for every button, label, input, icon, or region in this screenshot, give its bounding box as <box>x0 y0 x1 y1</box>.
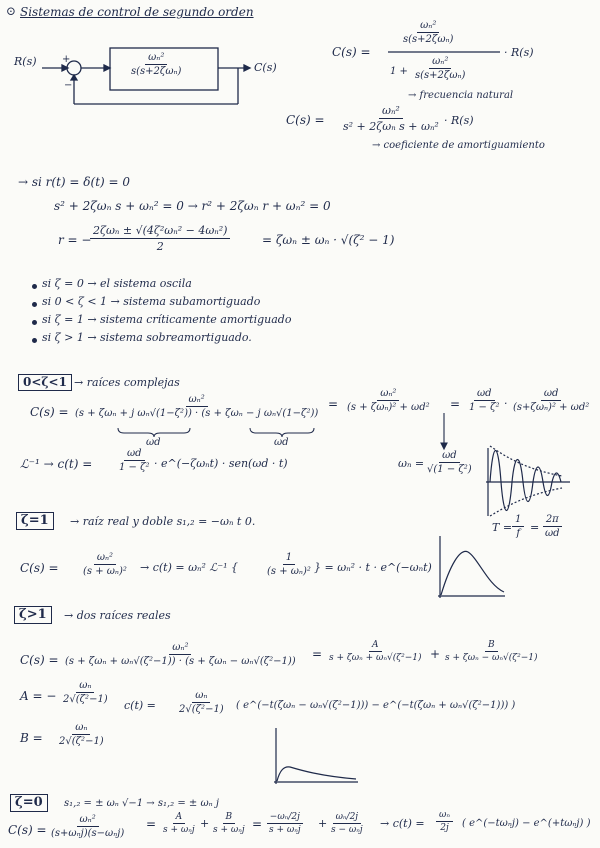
closed-loop-lhs: C(s) = <box>332 45 371 59</box>
B-frac <box>56 722 107 747</box>
page-title: Sistemas de control de segundo orden <box>20 5 254 19</box>
undamped-lhs: C(s) = <box>8 823 47 837</box>
ud-frac-4 <box>510 388 592 413</box>
block-tf-den: s(s+2ζωₙ) <box>131 66 182 77</box>
unct-den: 2j <box>440 823 449 833</box>
overdamped-b-frac <box>442 640 541 663</box>
ud-laplace: ℒ⁻¹ → c(t) = <box>20 457 93 471</box>
cl2-num: ωₙ² <box>379 104 403 119</box>
note-natural-frequency: → frecuencia natural <box>408 90 514 101</box>
ud3-den: 1 − ζ² <box>469 402 500 413</box>
p1-num: 1 <box>512 514 524 527</box>
ud4-den: (s+ζωₙ)² + ωd² <box>513 402 590 413</box>
roots-num: 2ζωₙ ± √(4ζ²ωₙ² − 4ωₙ²) <box>90 224 230 239</box>
ud-den: (s + ζωₙ + j ωₙ√(1−ζ²)) · (s + ζωₙ − j ωₙ√(1−ζ²)) <box>75 408 319 419</box>
unct-num: ωₙ <box>436 810 453 822</box>
wn-lhs: ωₙ = <box>398 457 425 470</box>
oda-num: A <box>369 640 382 652</box>
und-den: s − ωₙj <box>331 825 363 835</box>
odb-num: B <box>485 640 498 652</box>
A-num: ωₙ <box>76 680 94 693</box>
underdamped-lhs: C(s) = <box>30 405 69 419</box>
input-label: R(s) <box>14 55 37 68</box>
undamped-b-frac <box>210 812 248 835</box>
oda-den: s + ζωₙ + ωₙ√(ζ²−1) <box>329 653 422 663</box>
block-tf-num: ωₙ² <box>145 52 167 65</box>
undamped-frac <box>48 814 127 839</box>
period-lhs: T = <box>492 521 513 534</box>
un-num: ωₙ² <box>77 814 99 827</box>
od-num: ωₙ² <box>169 642 191 655</box>
cl-den-den: s(s+2ζωₙ) <box>415 70 466 81</box>
odb-den: s + ζωₙ − ωₙ√(ζ²−1) <box>445 653 538 663</box>
closed-loop-lhs-2: C(s) = <box>286 113 325 127</box>
unb-den: s + ωₙj <box>213 825 245 835</box>
cl2-den: s² + 2ζωₙ s + ωₙ² <box>343 120 439 133</box>
critical-tag: ζ=1 <box>16 512 54 530</box>
overdamped-eq: = <box>312 647 323 661</box>
wn-den: √(1 − ζ²) <box>427 464 472 475</box>
undamped-plus2: + <box>318 817 328 830</box>
cl-num-num: ωₙ² <box>417 20 439 33</box>
ud-eq-sign-1: = <box>328 397 339 411</box>
ud-eq-sign-2: = <box>450 397 461 411</box>
undamped-eq1: = <box>146 817 157 831</box>
closed-loop-frac-2 <box>340 104 442 133</box>
period-frac-1 <box>512 514 524 539</box>
B-num: ωₙ <box>72 722 90 735</box>
cr-num: ωₙ² <box>94 552 116 565</box>
B-lhs: B = <box>20 731 43 745</box>
und-num: ωₙ/2j <box>333 812 362 824</box>
odct-den: 2√(ζ²−1) <box>179 704 224 715</box>
closed-loop-num-frac <box>400 20 456 45</box>
block-transfer-function <box>128 52 184 77</box>
cri-num: 1 <box>283 552 295 565</box>
critical-rest: } = ωₙ² · t · e^(−ωₙt) <box>314 561 432 574</box>
un-den: (s+ωₙj)(s−ωₙj) <box>51 828 125 839</box>
undamped-eq2: = <box>252 817 263 831</box>
sum-plus: + <box>62 54 71 65</box>
title-bullet: ⊙ <box>6 4 17 18</box>
undamped-tag: ζ=0 <box>10 794 48 812</box>
ud-ct-rest: · e^(−ζωₙt) · sen(ωd · t) <box>154 457 288 470</box>
roots-lhs: r = − <box>58 233 92 247</box>
A-lhs: A = − <box>20 689 57 703</box>
overdamped-frac <box>62 642 299 667</box>
odct-num: ωₙ <box>192 690 210 703</box>
critical-mid: → c(t) = ωₙ² ℒ⁻¹ { <box>140 561 239 574</box>
unc-den: s + ωₙj <box>269 825 301 835</box>
cri-den: (s + ωₙ)² <box>267 566 311 577</box>
underdamped-label: → raíces complejas <box>74 376 180 389</box>
impulse-line: → si r(t) = δ(t) = 0 <box>18 175 131 189</box>
roots-frac <box>90 224 230 253</box>
overdamped-a-frac <box>326 640 425 663</box>
udct-den: 1 − ζ² <box>119 462 150 473</box>
undamped-ct-frac <box>436 810 453 833</box>
od-den: (s + ζωₙ + ωₙ√(ζ²−1)) · (s + ζωₙ − ωₙ√(ζ²−1)) <box>65 656 296 667</box>
B-den: 2√(ζ²−1) <box>59 736 104 747</box>
undamped-label: s₁,₂ = ± ωₙ √−1 → s₁,₂ = ± ωₙ j <box>64 798 219 809</box>
underdamped-tag: 0<ζ<1 <box>18 374 72 391</box>
brace-label-wd-1: ωd <box>146 437 161 448</box>
output-label: C(s) <box>254 61 277 74</box>
undamped-d-frac <box>328 812 366 835</box>
closed-loop-den-pre: 1 + <box>390 66 408 77</box>
characteristic-equation: s² + 2ζωₙ s + ωₙ² = 0 → r² + 2ζωₙ r + ωₙ² = 0 <box>54 199 331 213</box>
ud2-den: (s + ζωₙ)² + ωd² <box>347 402 430 413</box>
cr-den: (s + ωₙ)² <box>83 566 127 577</box>
od-ct-frac <box>176 690 227 715</box>
closed-loop-den-frac <box>412 56 468 81</box>
una-den: s + ωₙj <box>163 825 195 835</box>
period-frac-2 <box>542 514 563 539</box>
od-ct-lhs: c(t) = <box>124 699 156 712</box>
period-eq: = <box>530 521 540 534</box>
critical-lhs: C(s) = <box>20 561 59 575</box>
od-ct-rest: ( e^(−t(ζωₙ − ωₙ√(ζ²−1))) − e^(−t(ζωₙ + ωₙ√(ζ²−1))) ) <box>236 700 516 711</box>
una-num: A <box>173 812 186 824</box>
overdamped-plus: + <box>430 647 441 661</box>
cl-num-den: s(s+2ζωₙ) <box>403 34 454 45</box>
p1-den: f <box>516 528 521 539</box>
undamped-plus: + <box>200 817 210 830</box>
ud-frac-2 <box>344 388 433 413</box>
brace-label-wd-2: ωd <box>274 437 289 448</box>
underdamped-frac <box>72 394 321 419</box>
sum-minus: − <box>64 80 73 91</box>
critical-inner-frac <box>264 552 314 577</box>
p2-den: ωd <box>545 528 560 539</box>
closed-loop-rhs: · R(s) <box>504 46 534 59</box>
p2-num: 2π <box>543 514 562 527</box>
wn-num: ωd <box>439 450 460 463</box>
case-item: si ζ = 1 → sistema críticamente amortiguado <box>42 313 292 326</box>
roots-den: 2 <box>156 240 164 253</box>
overdamped-label: → dos raíces reales <box>64 609 171 622</box>
closed-loop-rhs-2: · R(s) <box>444 114 474 127</box>
case-bullet <box>32 338 37 343</box>
ud-num: ωₙ² <box>186 394 208 407</box>
udct-num: ωd <box>124 448 145 461</box>
undamped-ct-rest: ( e^(−tωₙj) − e^(+tωₙj) ) <box>462 818 591 829</box>
ud4-num: ωd <box>541 388 562 401</box>
ud3-num: ωd <box>474 388 495 401</box>
ud-ct-frac <box>116 448 153 473</box>
ud-mid: · <box>504 397 508 410</box>
case-item: si ζ = 0 → el sistema oscila <box>42 277 192 290</box>
case-bullet <box>32 302 37 307</box>
wn-frac <box>424 450 475 475</box>
unc-num: −ωₙ/2j <box>267 812 303 824</box>
cl-den-num: ωₙ² <box>429 56 451 69</box>
unb-num: B <box>223 812 236 824</box>
A-frac <box>60 680 111 705</box>
critical-label: → raíz real y doble s₁,₂ = −ωₙ t 0. <box>70 515 256 528</box>
undamped-a-frac <box>160 812 198 835</box>
case-item: si 0 < ζ < 1 → sistema subamortiguado <box>42 295 261 308</box>
overdamped-tag: ζ>1 <box>14 606 52 624</box>
case-bullet <box>32 284 37 289</box>
overdamped-lhs: C(s) = <box>20 653 59 667</box>
ud2-num: ωₙ² <box>377 388 399 401</box>
roots-rhs: = ζωₙ ± ωₙ · √(ζ² − 1) <box>262 233 395 247</box>
undamped-ct: → c(t) = <box>380 817 425 830</box>
critical-frac <box>80 552 130 577</box>
case-bullet <box>32 320 37 325</box>
undamped-c-frac <box>266 812 304 835</box>
A-den: 2√(ζ²−1) <box>63 694 108 705</box>
ud-frac-3 <box>466 388 503 413</box>
note-damping: → coeficiente de amortiguamiento <box>372 140 545 151</box>
case-item: si ζ > 1 → sistema sobreamortiguado. <box>42 331 252 344</box>
